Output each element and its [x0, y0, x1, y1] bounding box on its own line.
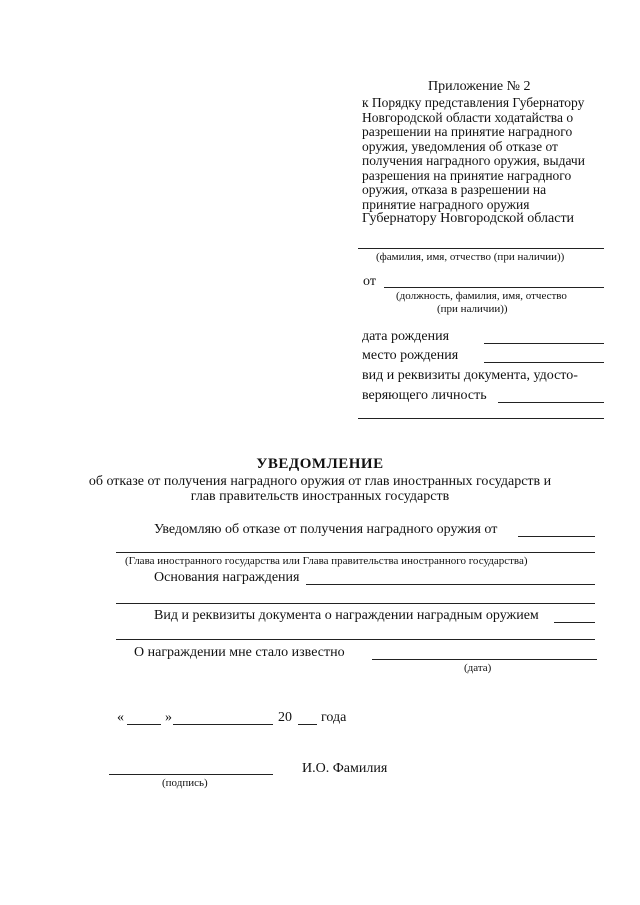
grounds-line-2: [116, 603, 595, 604]
award-document-line-2: [116, 639, 595, 640]
appendix-line: принятие наградного оружия: [362, 196, 530, 212]
grounds-label: Основания награждения: [154, 570, 300, 585]
id-document-line-2: [358, 418, 604, 419]
appendix-line: Новгородской области ходатайства о: [362, 109, 574, 125]
id-document-label-1: вид и реквизиты документа, удосто-: [362, 368, 578, 383]
subtitle-line-1: об отказе от получения наградного оружия от глав иностранных государств и: [88, 474, 552, 489]
appendix-line: разрешении на принятие наградного: [362, 124, 573, 139]
quote-close: »: [165, 710, 172, 725]
document-subtitle: [0, 474, 640, 504]
appendix-line: оружия, отказа в разрешении на: [362, 182, 547, 197]
date-hint: (дата): [464, 662, 492, 674]
birth-date-label: дата рождения: [362, 329, 450, 344]
head-of-state-hint: (Глава иностранного государства или Глава правительства иностранного государства): [125, 555, 528, 567]
birth-place-line: [484, 362, 604, 363]
appendix-line: получения наградного оружия, выдачи: [362, 153, 585, 168]
addressee-governor: Губернатору Новгородской области: [362, 211, 575, 226]
addressee-name-line: [358, 248, 604, 249]
day-line: [127, 724, 161, 725]
id-document-line: [498, 402, 604, 403]
award-document-line: [554, 622, 595, 623]
appendix-line: разрешения на принятие наградного: [362, 167, 572, 183]
id-document-label-2: веряющего личность: [362, 388, 487, 403]
appendix-reference: [362, 96, 612, 212]
signature-line: [109, 774, 273, 775]
birth-place-label: место рождения: [362, 348, 459, 363]
known-label: О награждении мне стало известно: [134, 645, 345, 660]
notify-line: [518, 536, 595, 537]
document-title: УВЕДОМЛЕНИЕ: [256, 456, 384, 472]
signatory-name: И.О. Фамилия: [302, 761, 388, 776]
known-date-line: [372, 659, 597, 660]
from-hint-1: (должность, фамилия, имя, отчество: [396, 290, 567, 302]
subtitle-line-2: глав правительств иностранных государств: [190, 489, 450, 504]
year-suffix: года: [321, 710, 347, 725]
year-prefix: 20: [278, 710, 292, 725]
birth-date-line: [484, 343, 604, 344]
appendix-line: оружия, уведомления об отказе от: [362, 138, 558, 154]
notify-text: Уведомляю об отказе от получения наградного оружия от: [154, 522, 498, 537]
head-of-state-line: [116, 552, 595, 553]
appendix-label: Приложение № 2: [428, 79, 531, 94]
from-label: от: [363, 274, 376, 289]
from-line: [384, 287, 604, 288]
grounds-line: [306, 584, 595, 585]
addressee-name-hint: (фамилия, имя, отчество (при наличии)): [376, 251, 565, 263]
year-line: [298, 724, 317, 725]
appendix-line: к Порядку представления Губернатору: [362, 95, 585, 110]
award-document-label: Вид и реквизиты документа о награждении наградным оружием: [154, 608, 539, 623]
signature-hint: (подпись): [162, 777, 208, 789]
quote-open: «: [117, 710, 124, 725]
month-line: [173, 724, 273, 725]
from-hint-2: (при наличии)): [437, 303, 508, 315]
